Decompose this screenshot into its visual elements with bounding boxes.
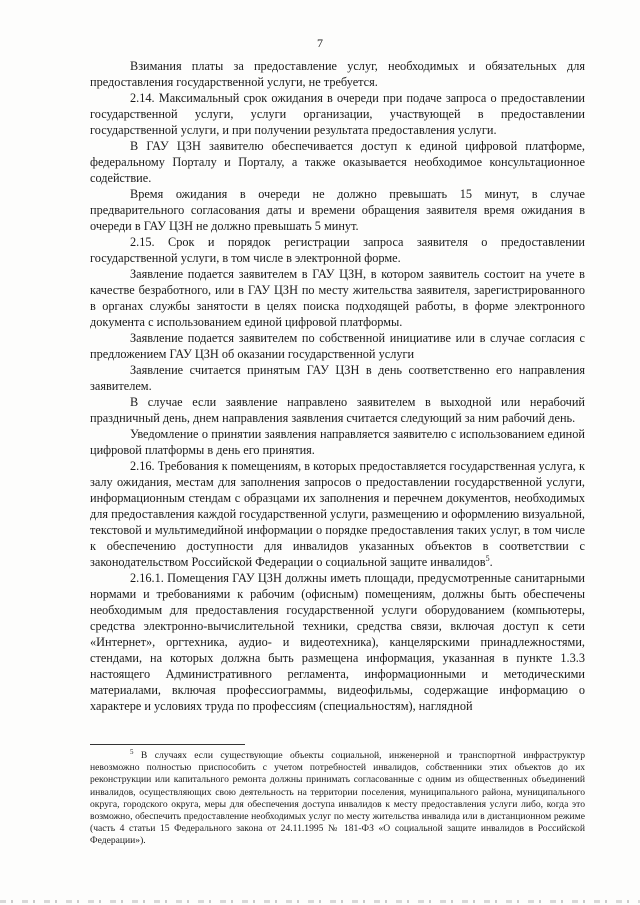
footnote-paragraph	[90, 747, 585, 848]
paragraph-application-submission: Заявление подается заявителем в ГАУ ЦЗН, в котором заявитель состоит на учете в качестве безработного, или в ГАУ ЦЗН по месту жительства заявителя, зарегистрированного в органах службы занятости в целях поиска подходящей работы, в форме электронного документа с использованием единой цифровой платформы.	[90, 267, 585, 329]
footnote	[90, 747, 585, 848]
footnote-text: В случаях если существующие объекты социальной, инженерной и транспортной инфраструктур невозможно полностью приспособить с учетом потребностей инвалидов, собственники этих объектов до их реконструкции или капитального ремонта должны принимать согласованные с одним из общественных объединений инвалидов, осуществляющих свою деятельность на территории поселения, муниципального района, муниципального округа, городского округа, меры для обеспечения доступа инвалидов к месту предоставления услуги либо, когда это возможно, обеспечить предоставление необходимых услуг по месту жительства инвалида или в дистанционном режиме (часть 4 статьи 15 Федерального закона от 24.11.1995 № 181-ФЗ «О социальной защите инвалидов в Российской Федерации»).	[90, 750, 585, 847]
paragraph-wait-time: Время ожидания в очереди не должно превышать 15 минут, в случае предварительного согласования даты и времени обращения заявителя время ожидания в очереди в ГАУ ЦЗН не должно превышать 5 минут.	[90, 187, 585, 233]
page-number: 7	[317, 36, 323, 50]
body-text	[90, 58, 585, 714]
paragraph-2-15: 2.15. Срок и порядок регистрации запроса заявителя о предоставлении государственной услуги, в том числе в электронной форме.	[90, 235, 585, 265]
paragraph-platform-access: В ГАУ ЦЗН заявителю обеспечивается доступ к единой цифровой платформе, федеральному Порталу и Порталу, а также оказывается необходимое консультационное содействие.	[90, 139, 585, 185]
paragraph-fee: Взимания платы за предоставление услуг, необходимых и обязательных для предоставления государственной услуги, не требуется.	[90, 59, 585, 89]
paragraph-2-16-1: 2.16.1. Помещения ГАУ ЦЗН должны иметь площади, предусмотренные санитарными нормами и требованиями к рабочим (офисным) помещениям, должны быть обеспечены необходимым для предоставления государственной услуги оборудованием (компьютеры, средства электронно-вычислительной техники, средства связи, включая доступ к сети «Интернет», оргтехника, аудио- и видеотехника), канцелярскими принадлежностями, стендами, на которых должна быть размещена информация, указанная в пункте 1.3.3 настоящего Административного регламента, информационными и методическими материалами, включая профессиограммы, видеофильмы, содержащие информацию о характере и условиях труда по профессиям (специальностям), наглядной	[90, 571, 585, 713]
paragraph-2-16	[90, 458, 585, 570]
paragraph-holiday: В случае если заявление направлено заявителем в выходной или нерабочий праздничный день, днем направления заявления считается следующий за ним рабочий день.	[90, 395, 585, 425]
paragraph-2-16-text: 2.16. Требования к помещениям, в которых предоставляется государственная услуга, к залу ожидания, местам для заполнения запросов о предоставлении государственной услуги, информационным стендам с образцами их заполнения и перечнем документов, необходимых для предоставления каждой государственной услуги, размещению и оформлению визуальной, текстовой и мультимедийной информации о порядке предоставления таких услуг, в том числе к обеспечению доступности для инвалидов указанных объектов в соответствии с законодательством Российской Федерации о социальной защите инвалидов	[90, 459, 585, 569]
footnote-reference-tail: .	[489, 555, 493, 569]
paragraph-notification: Уведомление о принятии заявления направляется заявителю с использованием единой цифровой платформы в день его принятия.	[90, 427, 585, 457]
footnote-divider	[90, 744, 245, 745]
paragraph-own-initiative: Заявление подается заявителем по собственной инициативе или в случае согласия с предложением ГАУ ЦЗН об оказании государственной услуги	[90, 331, 585, 361]
scan-edge-artifact	[0, 900, 640, 903]
footnote-marker: 5	[130, 747, 134, 756]
paragraph-2-14: 2.14. Максимальный срок ожидания в очереди при подаче запроса о предоставлении государственной услуги, услуги организации, участвующей в предоставлении государственной услуги, и при получении результата предоставления услуги.	[90, 91, 585, 137]
paragraph-accepted-day: Заявление считается принятым ГАУ ЦЗН в день соответственно его направления заявителем.	[90, 363, 585, 393]
footnote-reference: 5	[485, 553, 490, 563]
